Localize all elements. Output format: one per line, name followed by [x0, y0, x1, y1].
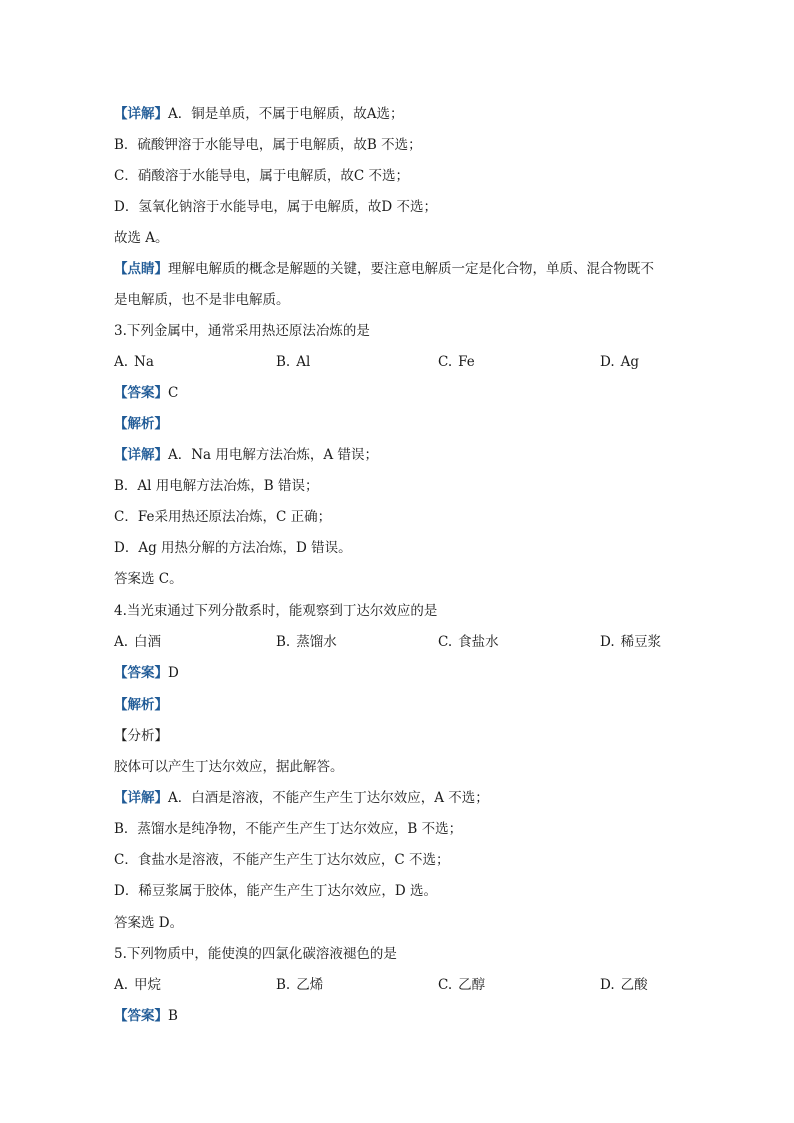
q3-line-d: D．Ag 用热分解的方法冶炼，D 错误。: [114, 540, 352, 556]
option-letter: C.: [438, 354, 453, 370]
q3-line-b: B．Al 用电解方法冶炼，B 错误；: [114, 478, 319, 494]
option-text: 稀豆浆: [620, 634, 662, 650]
answer-tag: 【答案】: [114, 385, 168, 401]
q2-line-d: D．氢氧化钠溶于水能导电，属于电解质，故D 不选；: [114, 199, 437, 215]
answer-tag: 【答案】: [114, 1008, 168, 1024]
q4-option-b: [276, 632, 337, 652]
q3-answer-value: C: [168, 385, 179, 401]
q2-comment-line2: 是电解质，也不是非电解质。: [114, 292, 290, 308]
q4-analysis-tag: 【解析】: [114, 697, 168, 713]
q2-line-c: C．硝酸溶于水能导电，属于电解质，故C 不选；: [114, 168, 409, 184]
option-text: 白酒: [134, 634, 162, 650]
q3-detail-a: A．Na 用电解方法冶炼，A 错误；: [168, 447, 378, 463]
q2-detail-a: A．铜是单质，不属于电解质，故A选；: [168, 106, 404, 122]
q5-option-c: [438, 975, 485, 995]
q4-option-c: [438, 632, 499, 652]
q5-answer-value: B: [168, 1008, 178, 1024]
q3-stem: 3.下列金属中，通常采用热还原法冶炼的是: [114, 323, 370, 339]
q4-answer: [114, 663, 179, 683]
q5-option-b: [276, 975, 323, 995]
answer-tag: 【答案】: [114, 665, 168, 681]
q5-option-a: [114, 975, 161, 995]
option-letter: D.: [600, 977, 615, 993]
q3-conclusion: 答案选 C。: [114, 571, 183, 587]
option-text: 甲烷: [134, 977, 162, 993]
q5-answer: [114, 1006, 178, 1026]
q4-line-c: C．食盐水是溶液，不能产生产生丁达尔效应，C 不选；: [114, 852, 450, 868]
q3-line-c: C．Fe采用热还原法冶炼，C 正确；: [114, 509, 332, 525]
q3-analysis-tag: 【解析】: [114, 416, 168, 432]
q2-comment-line1: [114, 259, 654, 279]
option-text: 乙烯: [296, 977, 324, 993]
option-letter: D.: [600, 634, 615, 650]
detail-tag: 【详解】: [114, 790, 168, 806]
option-text: 乙酸: [620, 977, 648, 993]
q4-option-d: [600, 632, 661, 652]
q4-analysis2-tag: 【分析】: [114, 728, 168, 744]
option-text: Fe: [458, 354, 475, 370]
q4-line-b: B．蒸馏水是纯净物，不能产生产生丁达尔效应，B 不选；: [114, 821, 463, 837]
detail-tag: 【详解】: [114, 447, 168, 463]
q4-analysis2: 胶体可以产生丁达尔效应，据此解答。: [114, 759, 344, 775]
q4-detail-a: A．白酒是溶液，不能产生产生丁达尔效应，A 不选；: [168, 790, 489, 806]
option-letter: C.: [438, 977, 453, 993]
option-letter: D.: [600, 354, 615, 370]
q3-option-b: [276, 352, 310, 372]
option-text: Ag: [620, 354, 640, 370]
q4-detail-line: [114, 788, 489, 808]
q3-option-c: [438, 352, 475, 372]
comment-tag: 【点睛】: [114, 261, 168, 277]
q3-detail-line: [114, 445, 378, 465]
q2-conclusion: 故选 A。: [114, 230, 169, 246]
q2-line-b: B．硫酸钾溶于水能导电，属于电解质，故B 不选；: [114, 137, 422, 153]
q4-line-d: D．稀豆浆属于胶体，能产生产生丁达尔效应，D 选。: [114, 883, 437, 899]
option-text: Na: [134, 354, 154, 370]
detail-tag: 【详解】: [114, 106, 168, 122]
option-text: 食盐水: [458, 634, 499, 650]
option-letter: C.: [438, 634, 453, 650]
option-letter: A.: [114, 977, 129, 993]
option-letter: B.: [276, 634, 291, 650]
option-letter: A.: [114, 634, 129, 650]
option-letter: A.: [114, 354, 129, 370]
q4-answer-value: D: [168, 665, 179, 681]
q3-option-a: [114, 352, 154, 372]
option-text: Al: [296, 354, 311, 370]
q5-option-d: [600, 975, 648, 995]
q5-stem: 5.下列物质中，能使溴的四氯化碳溶液褪色的是: [114, 946, 397, 962]
q4-option-a: [114, 632, 161, 652]
q2-comment-1: 理解电解质的概念是解题的关键，要注意电解质一定是化合物，单质、混合物既不: [168, 261, 654, 277]
option-letter: B.: [276, 354, 291, 370]
q2-detail-line: [114, 104, 404, 124]
q3-option-d: [600, 352, 639, 372]
option-text: 蒸馏水: [296, 634, 337, 650]
option-text: 乙醇: [458, 977, 486, 993]
q4-stem: 4.当光束通过下列分散系时，能观察到丁达尔效应的是: [114, 603, 438, 619]
q3-answer: [114, 383, 178, 403]
q4-conclusion: 答案选 D。: [114, 915, 184, 931]
option-letter: B.: [276, 977, 291, 993]
